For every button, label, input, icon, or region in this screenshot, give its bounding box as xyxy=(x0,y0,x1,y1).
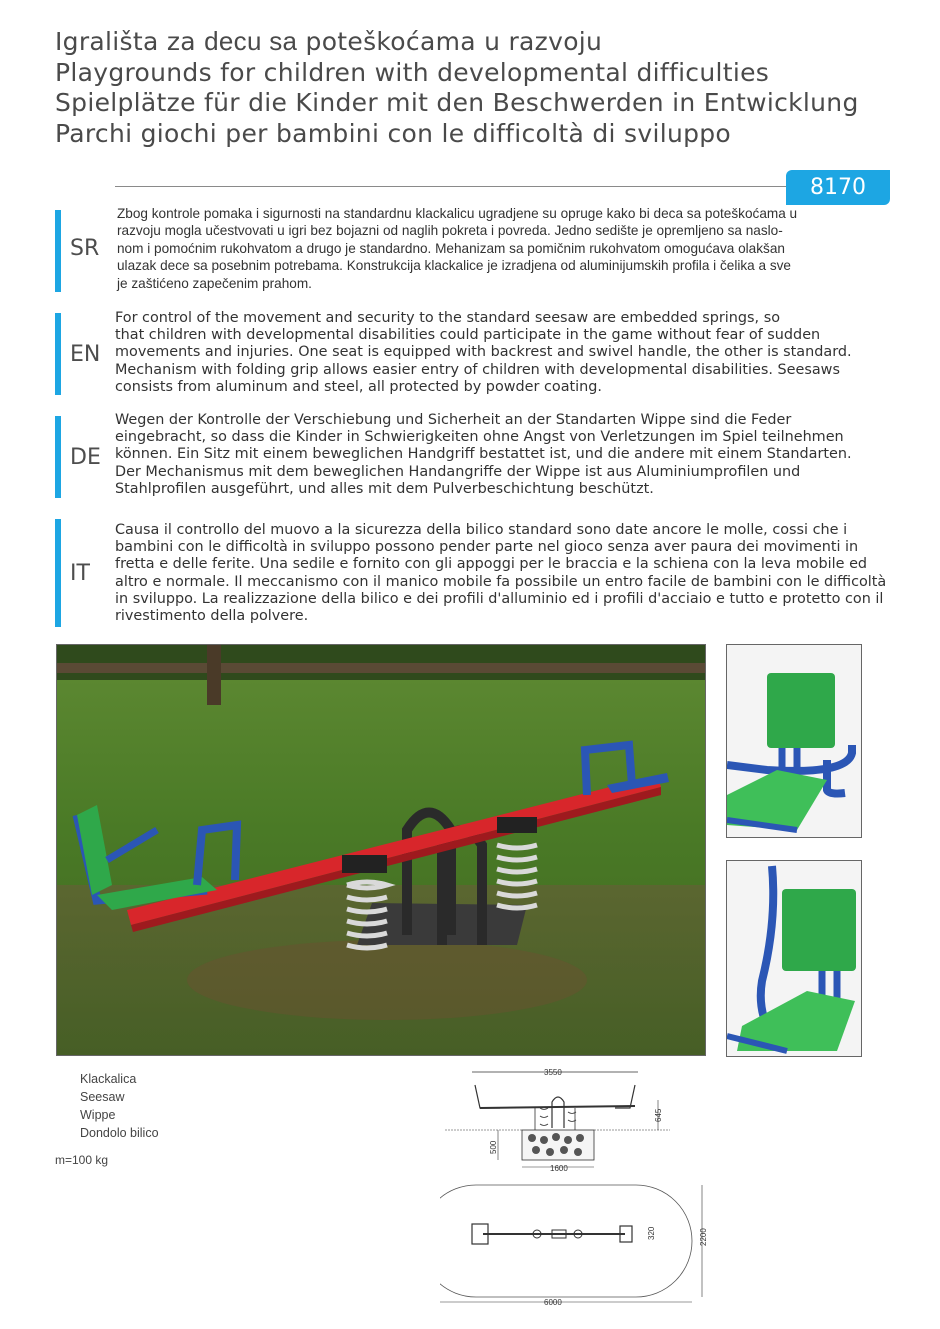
title-de: Spielplätze für die Kinder mit den Beschwerden in Entwicklung xyxy=(55,88,859,117)
dim-height: 645 xyxy=(654,1108,663,1122)
caption-en: Seesaw xyxy=(80,1090,125,1104)
caption-it: Dondolo bilico xyxy=(80,1126,159,1140)
header-rule xyxy=(115,186,795,187)
lang-bar-de xyxy=(55,416,61,498)
lang-bar-it xyxy=(55,519,61,627)
text-it: Causa il controllo del muovo a la sicurezza della bilico standard sono date ancore le molle, cossi che i bambini con le difficoltà in sviluppo possono pender parte nel gioco senza aver paura dei movimenti in fretta e delle ferite. Una sedile e fornito con gli appoggi per le braccia e la schiena con la leva mobile ed altro e normale. Il meccanismo con il manico mobile fa possibile un entro facile de bambini con le difficoltà in sviluppo. La realizzazione della bilico e dei profili d'alluminio ed i profili d'acciaio e tutto e protetto con il rivestimento della polvere. xyxy=(115,522,887,625)
caption-de: Wippe xyxy=(80,1108,116,1122)
technical-drawing xyxy=(440,1060,720,1310)
dim-length: 3550 xyxy=(544,1068,562,1077)
text-en: For control of the movement and security to the standard seesaw are embedded springs, so that children with developmental disabilities could participate in the game without fear of sudden movements and injuries. One seat is equipped with backrest and swivel handle, the other is standard. Mechanism with folding grip allows easier entry of children with developmental disabilities. Seesaws consists from aluminum and steel, all protected by powder coating. xyxy=(115,310,852,395)
text-sr: Zbog kontrole pomaka i sigurnosti na standardnu klackalicu ugradjene su opruge kako bi deca sa poteškoćama u razvoju mogla učestvovati u igri bez bojazni od naglih pokreta i povreda. Jedno sedište je opremljeno sa naslo- nom i pomoćnim rukohvatom a drugo je standardno. Mehanizam sa pomičnim rukohvatom omogućava olakšan ulazak dece sa posebnim potrebama. Konstrukcija klackalice je izradjena od aluminijumskih profila i čelika a sve je zaštićeno zapečenim prahom. xyxy=(117,206,798,291)
backrest-detail-photo xyxy=(726,644,862,838)
lang-bar-en xyxy=(55,313,61,395)
lang-bar-sr xyxy=(55,210,61,292)
text-de: Wegen der Kontrolle der Verschiebung und Sicherheit an der Standarten Wippe sind die Feder eingebracht, so dass die Kinder in Schwierigkeiten ohne Angst von Verletzungen im Spiel teilnehmen können. Ein Sitz mit einem beweglichen Handgriff bestattet ist, und die andere mit einem Standarten. Der Mechanismus mit dem beweglichen Handangriffe der Wippe ist aus Aluminiumprofilen und Stahlprofilen ausgeführt, und alles mit dem Pulverbeschichtung beschützt. xyxy=(115,412,852,497)
lang-code-de: DE xyxy=(70,445,101,470)
seat-detail-photo xyxy=(726,860,862,1057)
page-titles xyxy=(55,26,859,149)
caption-sr: Klackalica xyxy=(80,1072,137,1086)
lang-code-it: IT xyxy=(70,561,90,586)
lang-code-en: EN xyxy=(70,342,101,367)
dim-zone-width: 2200 xyxy=(699,1228,708,1246)
dim-width: 320 xyxy=(647,1226,656,1240)
title-en: Playgrounds for children with developmental difficulties xyxy=(55,57,770,87)
product-code-badge: 8170 xyxy=(786,170,890,205)
title-it: Parchi giochi per bambini con le difficoltà di sviluppo xyxy=(55,118,732,148)
dim-base: 1600 xyxy=(550,1164,568,1173)
lang-code-sr: SR xyxy=(70,236,100,261)
dim-depth: 500 xyxy=(489,1140,498,1154)
product-captions xyxy=(80,1070,159,1142)
dim-zone-length: 6000 xyxy=(544,1298,562,1307)
title-sr: Igrališta za decu sa poteškoćama u razvoju xyxy=(55,26,603,56)
seesaw-photo xyxy=(56,644,706,1056)
mass-label: m=100 kg xyxy=(55,1153,109,1167)
